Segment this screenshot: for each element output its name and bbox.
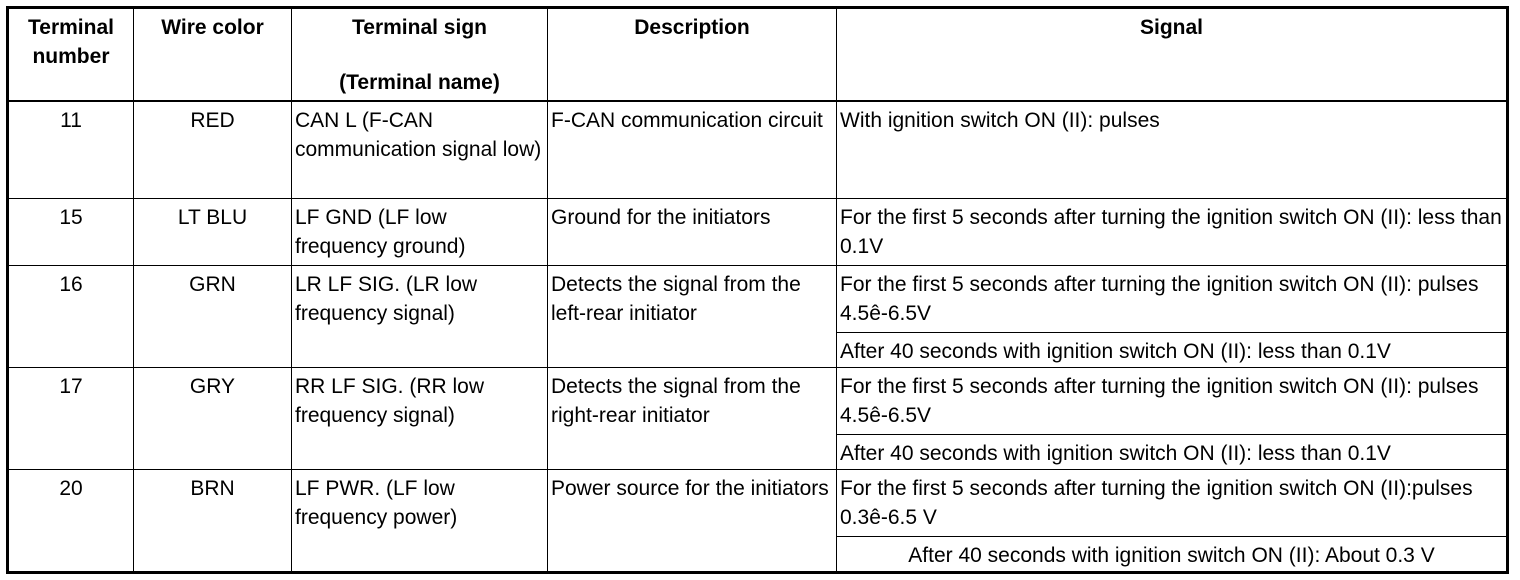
terminal-number-cell: 11: [8, 101, 134, 199]
signal-cell: After 40 seconds with ignition switch ON (II): less than 0.1V: [837, 333, 1508, 368]
signal-cell: For the first 5 seconds after turning the ignition switch ON (II): pulses 4.5ê-6.5V: [837, 368, 1508, 435]
terminal-table: [6, 6, 1509, 574]
description-cell: Detects the signal from the right-rear initiator: [548, 368, 837, 470]
terminal-number-cell: 15: [8, 199, 134, 266]
header-terminal-name-label: (Terminal name): [339, 71, 500, 94]
wire-color-cell: BRN: [134, 470, 292, 573]
description-cell: Ground for the initiators: [548, 199, 837, 266]
description-cell: Power source for the initiators: [548, 470, 837, 573]
header-terminal-sign: [292, 8, 548, 102]
description-cell: Detects the signal from the left-rear initiator: [548, 266, 837, 368]
terminal-number-cell: 16: [8, 266, 134, 368]
wire-color-cell: GRN: [134, 266, 292, 368]
table-row: [8, 266, 1508, 333]
signal-cell: For the first 5 seconds after turning the ignition switch ON (II):pulses 0.3ê-6.5 V: [837, 470, 1508, 537]
terminal-sign-cell: LF GND (LF low frequency ground): [292, 199, 548, 266]
terminal-number-cell: 17: [8, 368, 134, 470]
header-description: Description: [548, 8, 837, 102]
table-row: [8, 470, 1508, 537]
header-terminal-sign-label: Terminal sign: [352, 16, 487, 39]
signal-cell: For the first 5 seconds after turning the ignition switch ON (II): less than 0.1V: [837, 199, 1508, 266]
wire-color-cell: LT BLU: [134, 199, 292, 266]
wire-color-cell: GRY: [134, 368, 292, 470]
table-row: [8, 101, 1508, 199]
signal-cell: After 40 seconds with ignition switch ON (II): less than 0.1V: [837, 435, 1508, 470]
terminal-sign-cell: LF PWR. (LF low frequency power): [292, 470, 548, 573]
terminal-sign-cell: RR LF SIG. (RR low frequency signal): [292, 368, 548, 470]
description-cell: F-CAN communication circuit: [548, 101, 837, 199]
table-row: [8, 199, 1508, 266]
header-row: [8, 8, 1508, 102]
terminal-sign-cell: CAN L (F-CAN communication signal low): [292, 101, 548, 199]
terminal-number-cell: 20: [8, 470, 134, 573]
header-wire-color: Wire color: [134, 8, 292, 102]
header-signal: Signal: [837, 8, 1508, 102]
wire-color-cell: RED: [134, 101, 292, 199]
header-terminal-number: Terminal number: [8, 8, 134, 102]
table-row: [8, 368, 1508, 435]
signal-cell: For the first 5 seconds after turning the ignition switch ON (II): pulses 4.5ê-6.5V: [837, 266, 1508, 333]
signal-cell: With ignition switch ON (II): pulses: [837, 101, 1508, 199]
terminal-sign-cell: LR LF SIG. (LR low frequency signal): [292, 266, 548, 368]
signal-cell: After 40 seconds with ignition switch ON (II): About 0.3 V: [837, 537, 1508, 573]
